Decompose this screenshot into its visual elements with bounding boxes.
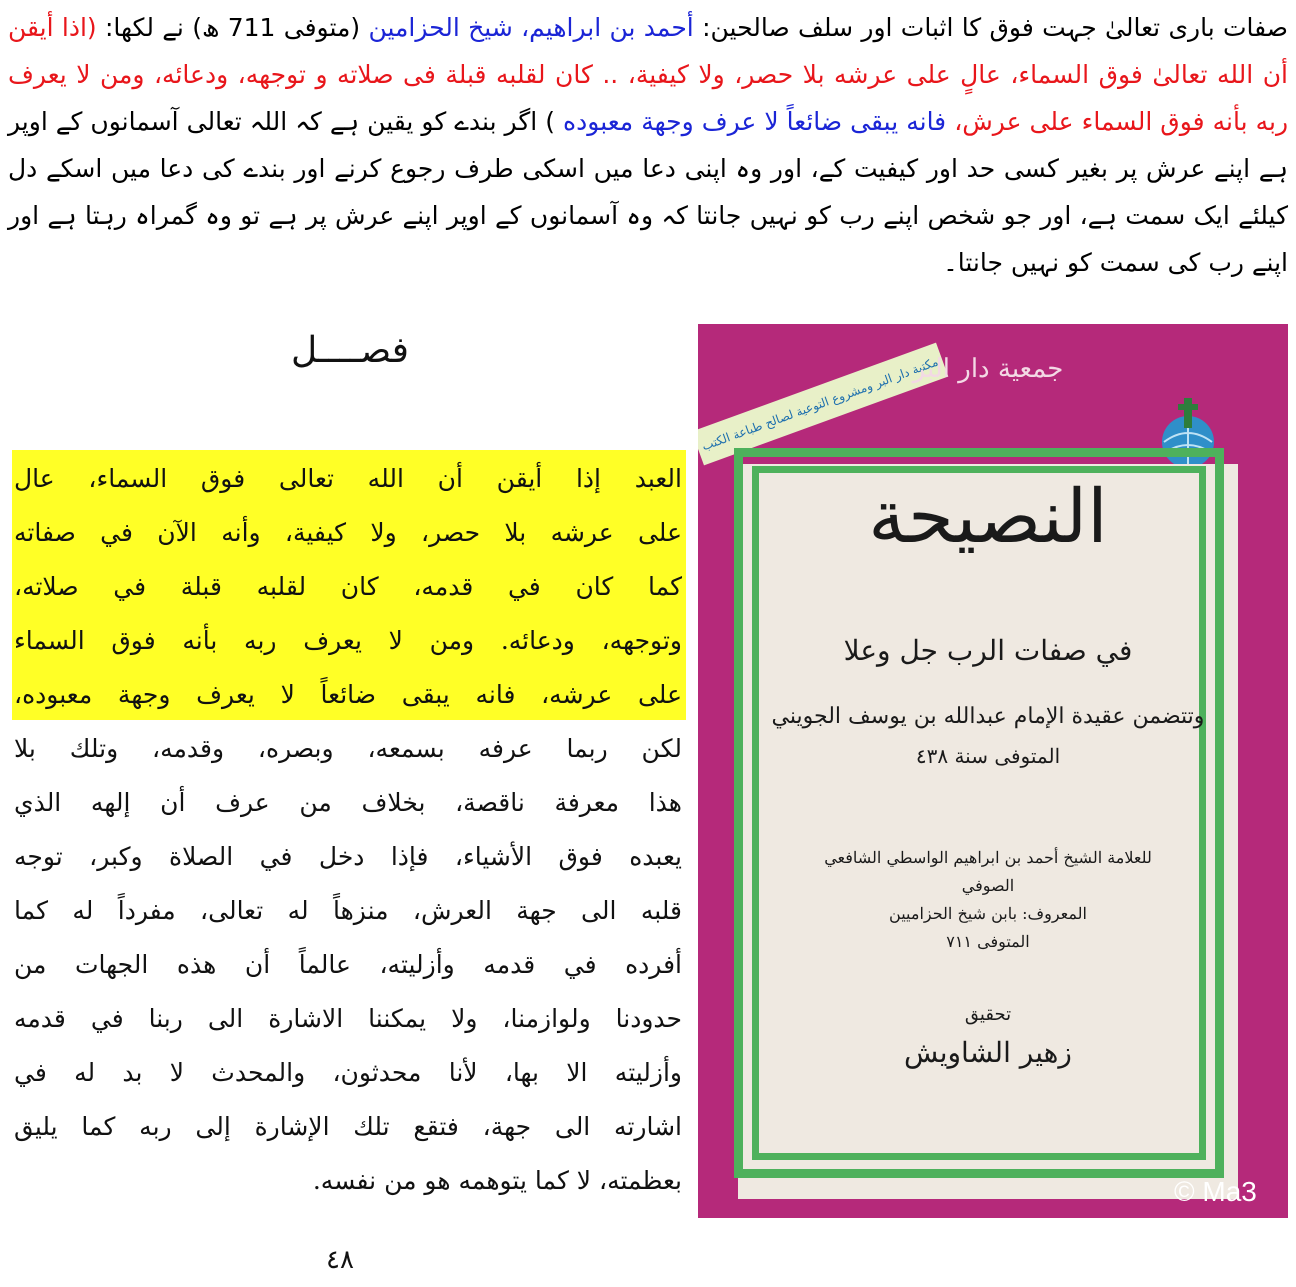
arabic-quote-part-2: فانه يبقى ضائعاً لا عرف وجهة معبوده [563,107,947,136]
cover-editor: زهير الشاويش [904,1036,1072,1069]
urdu-translation: ) اگر بندے کو یقین ہے کہ اللہ تعالی آسمانوں کے اوپر ہے اپنے عرش پر بغیر کسی حد اور کیفیت کے، اور وہ اپنی دعا میں اسکی طرف رجوع کرنے اور بندے کی دعا میں اسکے دل کیلئے ایک سمت ہے، اور جو شخص اپنے رب کو نہیں جانتا کہ وہ آسمانوں کے اوپر اپنے عرش پر ہے تو وہ گمراہ رہتا ہے اور اپنے رب کی سمت کو نہیں جانتا۔ [8,107,1288,277]
cover-died: المتوفى سنة ٤٣٨ [915,744,1061,768]
cover-includes: وتتضمن عقيدة الإمام عبدالله بن يوسف الجويني [771,704,1205,729]
cover-publisher: جمعية دار البر [912,354,1064,384]
cover-title: النصيحة [868,474,1108,560]
cover-author [798,844,1178,956]
body-line: حدودنا ولوازمنا، ولا يمكننا الاشارة الى ربنا في قدمه [14,1004,682,1033]
body-line: لكن ربما عرفه بسمعه، وبصره، وقدمه، وتلك بلا [14,734,682,763]
death-note: (متوفی 711 ھ) نے لکھا: [104,13,361,42]
author-name: أحمد بن ابراهيم، شيخ الحزامين [368,13,694,42]
body-line: بعظمته، لا كما يتوهمه هو من نفسه. [312,1166,682,1195]
cover-tahqiq: تحقيق [964,1004,1012,1025]
highlighted-line: وتوجهه، ودعائه. ومن لا يعرف ربه بأنه فوق السماء [14,626,682,655]
body-line: هذا معرفة ناقصة، بخلاف من عرف أن إلهه الذي [14,788,682,817]
cover-sash: مكتبة دار البر ومشروع التوعية لصالح طباعة الكتب [698,343,948,466]
copyright-watermark: © Ma3 [1174,1176,1257,1207]
book-cover [698,324,1288,1218]
body-line: يعبده فوق الأشياء، فإذا دخل في الصلاة وكبر، توجه [14,842,682,871]
body-line: أفرده في قدمه وأزليته، عالماً أن هذه الجهات من [14,950,682,979]
highlighted-line: على عرشه بلا حصر، ولا كيفية، وأنه الآن في صفاته [14,518,682,547]
highlighted-line: العبد إذا أيقن أن الله تعالى فوق السماء، عال [14,464,682,493]
arabic-quote-part-1: (اذا أيقن أن الله تعالىٰ فوق السماء، عالٍ على عرشه بلا حصر، ولا كيفية، .. كان لقلبه قبلة فى صلاته و توجهه، ودعائه، ومن لا يعرف ربه بأنه فوق السماء على عرش، [8,13,1289,136]
body-line: اشارته الى جهة، فتقع تلك الإشارة إلى ربه كما يليق [14,1112,682,1141]
body-passage [14,722,682,1208]
section-heading: فصــــل [291,330,409,371]
body-line: قلبه الى جهة العرش، منزهاً له تعالى، مفرداً له كما [14,896,682,925]
author-line: المعروف: بابن شيخ الحزاميين [889,904,1087,923]
urdu-arabic-header [8,4,1288,286]
author-line: للعلامة الشيخ أحمد بن ابراهيم الواسطي الشافعي الصوفي [824,848,1152,895]
highlighted-line: كما كان في قدمه، كان لقلبه قبلة في صلاته، [14,572,682,601]
cover-subtitle: في صفات الرب جل وعلا [843,634,1133,667]
author-line: المتوفى ٧١١ [946,932,1030,951]
highlighted-line: على عرشه، فانه يبقى ضائعاً لا يعرف وجهة معبوده، [14,680,682,709]
body-line: وأزليته الا بها، لأنا محدثون، والمحدث لا بد له في [14,1058,682,1087]
highlighted-passage [14,452,682,722]
urdu-intro: صفات باری تعالیٰ جہت فوق کا اثبات اور سلف صالحین: [702,13,1288,42]
page-number: ٤٨ [326,1245,354,1275]
book-page-scan [0,300,695,1287]
